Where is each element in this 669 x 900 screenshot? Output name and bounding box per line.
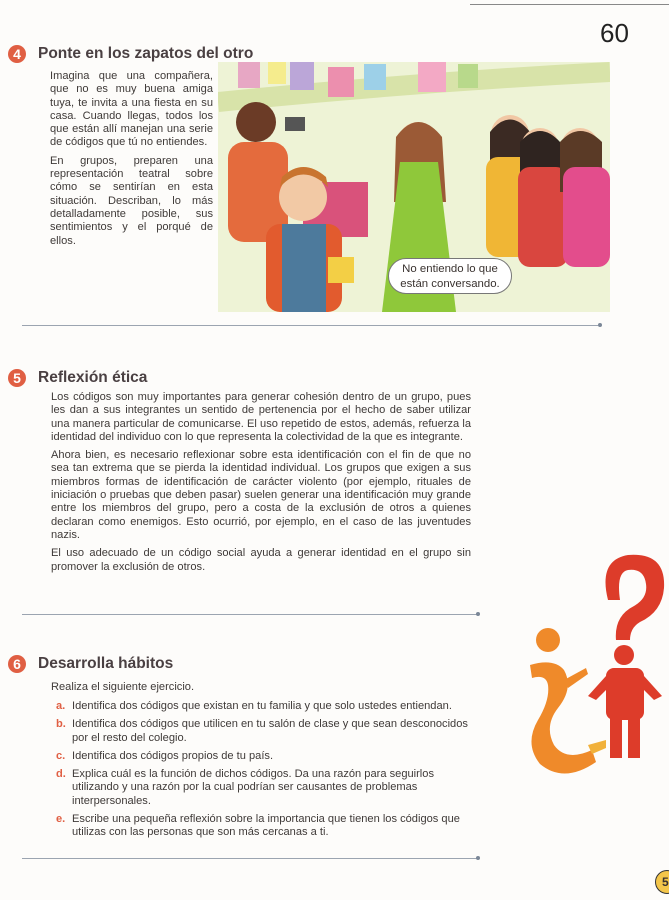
item-letter: c. [56,749,66,762]
list-item [56,813,476,840]
section-4-paragraph: Imagina que una compañera, que no es muy buena amiga tuya, te invita a una fiesta en su casa. Cuando llegas, todos los que están allí manejan una serie de códigos que tú no entiendes. [50,70,213,149]
section-5-paragraph: Los códigos son muy importantes para generar cohesión dentro de un grupo, pues les dan a sus integrantes un sentido de pertenencia por el hecho de saber utilizar una manera particular de comunicarse. El uso repetido de estos, además, refuerza la identidad del individuo con lo que representa la colectividad de la que es integrante. [51,391,471,443]
item-text: Escribe una pequeña reflexión sobre la importancia que tienen los códigos que utilizas con las personas que son más cercanas a ti. [72,813,460,839]
divider [22,858,477,859]
item-letter: d. [56,768,66,781]
divider [22,614,477,615]
divider-dot [598,323,602,327]
item-text: Identifica dos códigos propios de tu país. [72,749,274,762]
list-item [56,768,476,808]
list-item [56,700,476,713]
section-6-intro: Realiza el siguiente ejercicio. [51,681,195,693]
section-5-title: Reflexión ética [38,369,148,386]
item-text: Identifica dos códigos que existan en tu familia y que solo ustedes entiendan. [72,700,452,712]
section-5-paragraph: El uso adecuado de un código social ayuda a generar identidad en el grupo sin promover la exclusión de otros. [51,547,471,573]
section-5-paragraph: Ahora bien, es necesario reflexionar sobre esta identificación con el fin de que no sea tan extrema que se pierda la identidad individual. Los grupos que exigen a sus miembros formas de identificación de carácter violento (por ejemplo, rituales de iniciación o pruebas que deben pasar) suelen generar una identificación muy grande entre los miembros del grupo, pero a costa de la exclusión de otros a quienes declaran como enemigos. Esto ocurrió, por ejemplo, en el caso de las juventudes nazis. [51,449,471,541]
divider [22,325,598,326]
list-item [56,750,476,763]
item-letter: b. [56,718,66,731]
section-4-paragraph: En grupos, preparen una representación teatral sobre cómo se sentirían en esta situación. Describan, lo más detalladamente posible, sus sentimientos y el porqué de ellos. [50,154,213,247]
section-6-number: 6 [8,655,26,673]
top-rule [470,4,669,5]
footer-page-badge: 5 [655,870,669,894]
section-5-number: 5 [8,369,26,387]
section-4-title: Ponte en los zapatos del otro [38,45,254,62]
section-6-title: Desarrolla hábitos [38,655,174,672]
divider-dot [476,856,480,860]
section-5-text [51,391,471,579]
item-letter: e. [56,813,66,826]
speech-bubble: No entiendo lo que están conversando. [388,258,512,294]
section-4-text [50,70,213,253]
girls-group [486,115,610,267]
question-marks-illustration [488,540,669,780]
page-number: 60 [600,18,629,48]
exercise-list [56,700,476,845]
list-item [56,718,476,745]
item-text: Identifica dos códigos que utilicen en tu salón de clase y que sean desconocidos por el resto del colegio. [72,718,468,744]
divider-dot [476,612,480,616]
section-4-number: 4 [8,45,26,63]
item-letter: a. [56,700,66,712]
item-text: Explica cuál es la función de dichos códigos. Da una razón para seguirlos utilizando y una razón por la cual podrían ser causantes de problemas interpersonales. [72,768,434,807]
